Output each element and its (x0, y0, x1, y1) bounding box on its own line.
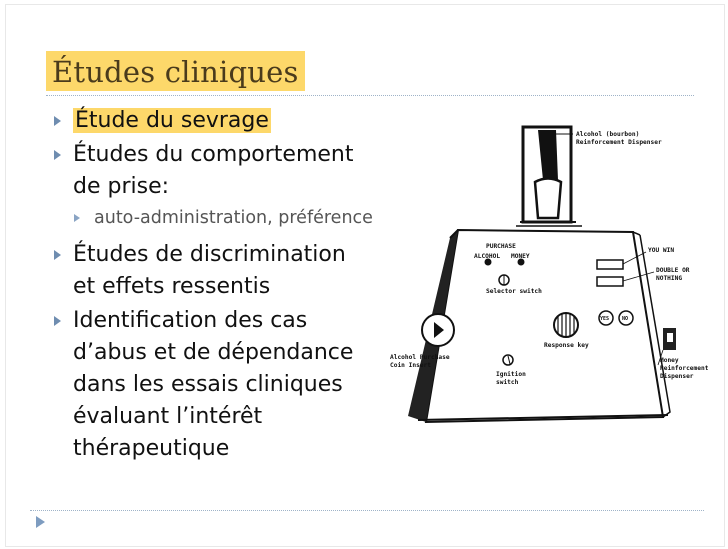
bullet-item (54, 305, 374, 465)
label-ignition-switch: Ignition switch (496, 371, 526, 386)
footer-divider (30, 510, 704, 511)
bullet-text: Études de discrimination et effets ressentis (73, 242, 346, 299)
bullet-triangle-icon (54, 116, 61, 126)
bullet-item (54, 239, 374, 303)
label-double-or-nothing: DOUBLE OR NOTHING (656, 267, 690, 282)
sub-bullet-text: auto-administration, préférence (94, 208, 373, 228)
label-purchase: PURCHASE (486, 243, 516, 250)
label-money: MONEY (511, 253, 530, 260)
sub-bullet-triangle-icon (74, 214, 80, 222)
label-selector-switch: Selector switch (486, 288, 542, 295)
slide-title: Études cliniques (52, 55, 299, 89)
label-response-key: Response key (544, 342, 589, 349)
title-divider (46, 95, 694, 96)
bullet-triangle-icon (54, 150, 61, 160)
label-no: NO (622, 316, 629, 322)
bullet-text: Études du comportement de prise: (73, 142, 354, 199)
label-alcohol-dispenser: Alcohol (bourbon) Reinforcement Dispenser (576, 131, 662, 146)
apparatus-illustration (388, 120, 720, 438)
bullet-text: Identification des cas d’abus et de dépendance dans les essais cliniques évaluant l’intérêt thérapeutique (73, 308, 354, 461)
bullet-text-highlighted: Étude du sevrage (75, 108, 269, 133)
bullet-item (54, 105, 374, 137)
label-you-win: YOU WIN (648, 247, 675, 254)
bullet-triangle-icon (54, 316, 61, 326)
sub-bullet-item (54, 205, 374, 231)
footer-triangle-icon (36, 516, 45, 528)
label-yes: YES (600, 316, 610, 322)
slide-title-highlight (46, 51, 305, 91)
slide (5, 4, 725, 547)
bullet-item (54, 139, 374, 203)
label-money-dispenser: Money Reinforcement Dispenser (660, 357, 709, 380)
label-coin-insert: Alcohol Purchase Coin Insert (390, 354, 450, 369)
bullet-list (54, 105, 374, 467)
label-alcohol: ALCOHOL (474, 253, 501, 260)
bullet-triangle-icon (54, 250, 61, 260)
